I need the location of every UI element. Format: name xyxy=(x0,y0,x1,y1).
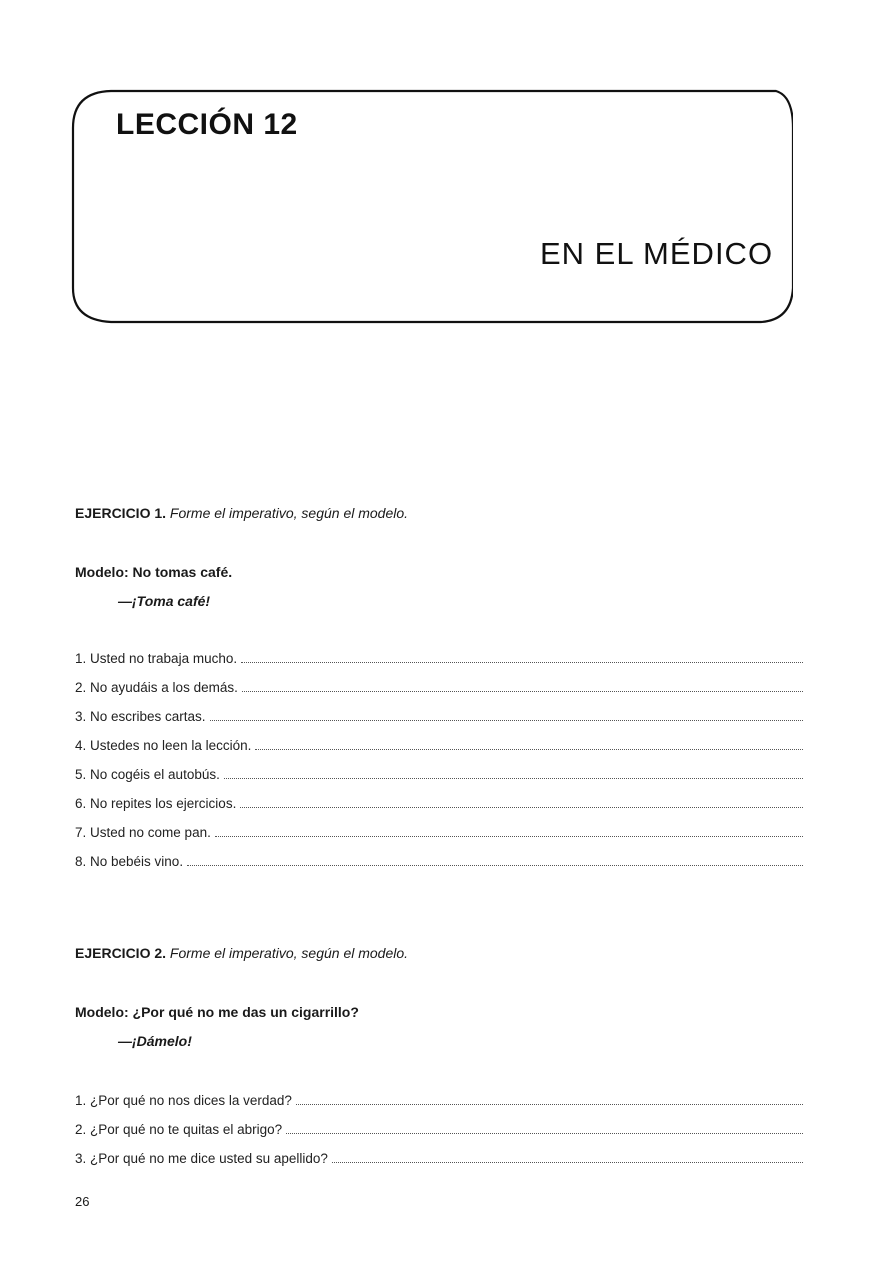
exercise-item xyxy=(75,853,803,873)
exercise-instruction: Forme el imperativo, según el modelo. xyxy=(169,505,409,521)
item-text: 8. No bebéis vino. xyxy=(75,854,184,869)
item-text: 5. No cogéis el autobús. xyxy=(75,767,220,782)
exercise-item xyxy=(75,679,803,699)
exercise-item xyxy=(75,766,803,786)
item-text: 2. ¿Por qué no te quitas el abrigo? xyxy=(75,1122,283,1137)
item-text: 2. No ayudáis a los demás. xyxy=(75,680,238,695)
model-answer: —¡Dámelo! xyxy=(118,1033,192,1049)
answer-line[interactable] xyxy=(286,1121,803,1134)
answer-line[interactable] xyxy=(215,824,803,837)
answer-line[interactable] xyxy=(187,853,803,866)
item-text: 7. Usted no come pan. xyxy=(75,825,211,840)
exercise-number: EJERCICIO 1. xyxy=(75,505,167,521)
exercise-item xyxy=(75,650,803,670)
model-prompt: Modelo: No tomas café. xyxy=(75,564,233,580)
exercise-item xyxy=(75,1150,803,1170)
page-number: 26 xyxy=(75,1194,90,1209)
exercise-1-heading xyxy=(75,505,408,521)
answer-line[interactable] xyxy=(241,650,803,663)
model-prompt: Modelo: ¿Por qué no me das un cigarrillo? xyxy=(75,1004,359,1020)
item-text: 1. ¿Por qué no nos dices la verdad? xyxy=(75,1093,292,1108)
answer-line[interactable] xyxy=(240,795,803,808)
model-answer: —¡Toma café! xyxy=(118,593,211,609)
lesson-number: LECCIÓN 12 xyxy=(116,108,298,141)
item-text: 4. Ustedes no leen la lección. xyxy=(75,738,252,753)
exercise-item xyxy=(75,1121,803,1141)
answer-line[interactable] xyxy=(296,1092,803,1105)
item-text: 3. No escribes cartas. xyxy=(75,709,206,724)
exercise-2-heading xyxy=(75,945,408,961)
exercise-item xyxy=(75,1092,803,1112)
answer-line[interactable] xyxy=(255,737,803,750)
answer-line[interactable] xyxy=(242,679,803,692)
item-text: 6. No repites los ejercicios. xyxy=(75,796,237,811)
exercise-item xyxy=(75,708,803,728)
answer-line[interactable] xyxy=(332,1150,803,1163)
exercise-item xyxy=(75,824,803,844)
item-text: 3. ¿Por qué no me dice usted su apellido? xyxy=(75,1151,328,1166)
exercise-number: EJERCICIO 2. xyxy=(75,945,167,961)
answer-line[interactable] xyxy=(210,708,803,721)
answer-line[interactable] xyxy=(224,766,803,779)
lesson-title: EN EL MÉDICO xyxy=(540,236,774,271)
item-text: 1. Usted no trabaja mucho. xyxy=(75,651,238,666)
exercise-item xyxy=(75,737,803,757)
exercise-instruction: Forme el imperativo, según el modelo. xyxy=(169,945,409,961)
exercise-item xyxy=(75,795,803,815)
